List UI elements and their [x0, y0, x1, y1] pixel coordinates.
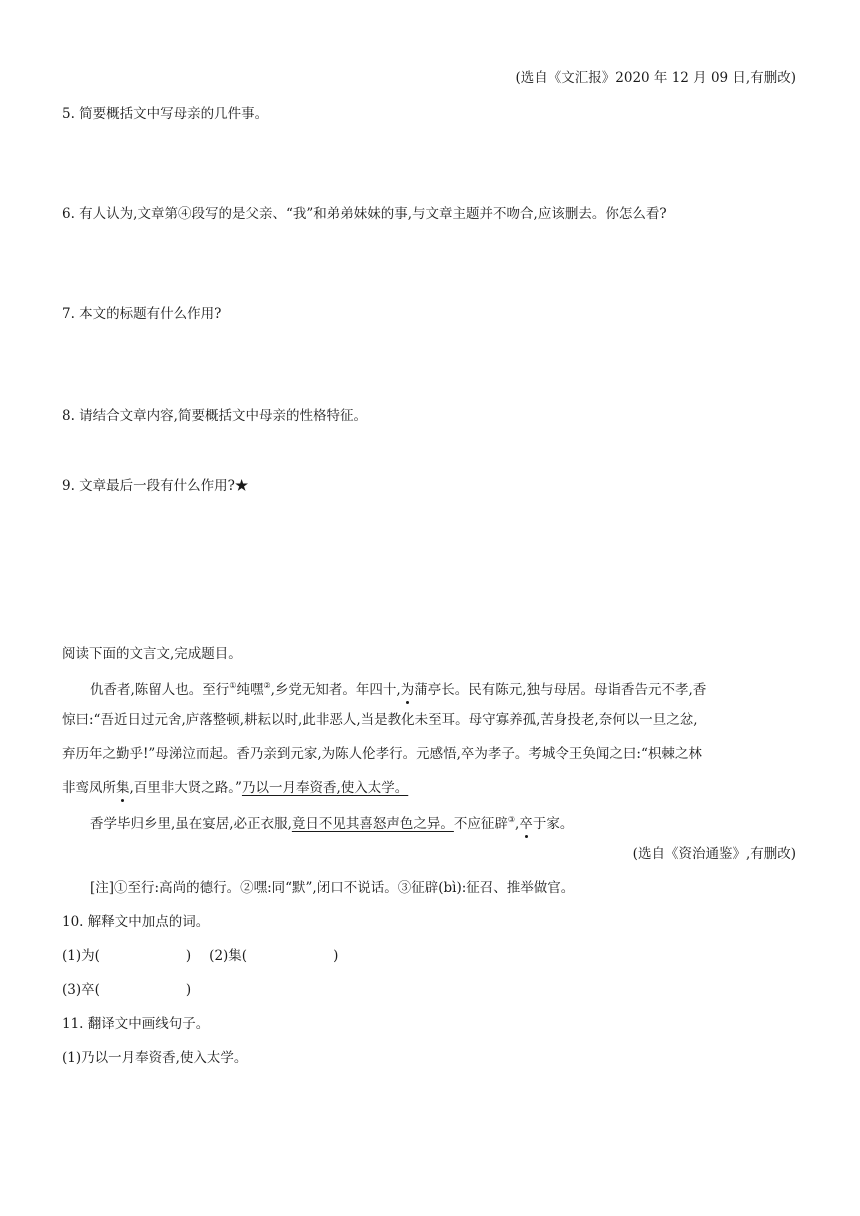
- passage-text: ,百里非大贤之路。”: [129, 780, 242, 796]
- question-5: 5. 简要概括文中写母亲的几件事。: [62, 106, 269, 122]
- question-8: 8. 请结合文章内容,简要概括文中母亲的性格特征。: [62, 408, 367, 424]
- q10-3-close: ): [185, 982, 192, 998]
- reading-instruction: 阅读下面的文言文,完成题目。: [62, 646, 242, 662]
- passage-text: ,乡党无知者。年四十,: [270, 682, 401, 698]
- question-11-item-1: (1)乃以一月奉资香,使入太学。: [62, 1050, 248, 1066]
- passage-text: 蒲亭长。民有陈元,独与母居。母诣香告元不孝,香: [414, 682, 707, 698]
- dotted-word-wei: 为: [400, 682, 415, 698]
- q10-2-label: (2)集(: [209, 948, 248, 964]
- footnote-marker: ①: [229, 681, 237, 690]
- question-10-items-1-2: [62, 946, 338, 966]
- dotted-word-zu: 卒: [519, 816, 533, 832]
- question-10: 10. 解释文中加点的词。: [62, 914, 210, 930]
- question-6: 6. 有人认为,文章第④段写的是父亲、“我”和弟弟妹妹的事,与文章主题并不吻合,应该删去。你怎么看?: [62, 206, 667, 222]
- passage-text: 仇香者,陈留人也。至行: [90, 682, 230, 698]
- passage-line-3: 弃历年之勤乎!”母涕泣而起。香乃亲到元家,为陈人伦孝行。元感悟,卒为孝子。考城令王奂闻之曰:“枳棘之林: [62, 746, 702, 762]
- q10-2-close: ): [333, 948, 339, 964]
- source-citation-wenhuibao: (选自《文汇报》2020 年 12 月 09 日,有删改): [515, 70, 796, 86]
- footnote-marker: ③: [507, 815, 516, 824]
- footnotes: [注]①至行:高尚的德行。②嘿:同“默”,闭口不说话。③征辟(bì):征召、推举做官。: [90, 880, 575, 896]
- passage-text: 非鸾凤所: [62, 780, 116, 796]
- footnote-marker: ②: [263, 681, 271, 690]
- passage-line-1: [90, 676, 706, 700]
- source-citation-zizhitongjian: (选自《资治通鉴》,有删改): [632, 846, 796, 862]
- passage-text: 纯嘿: [236, 682, 264, 698]
- passage-text: 香学毕归乡里,虽在宴居,必正衣服,: [90, 816, 292, 832]
- question-7: 7. 本文的标题有什么作用?: [62, 306, 222, 322]
- question-10-item-3: [62, 980, 191, 1000]
- underlined-sentence-1: 乃以一月奉资香,使入太学。: [241, 780, 409, 796]
- dotted-word-ji: 集: [116, 780, 130, 796]
- question-11: 11. 翻译文中画线句子。: [62, 1016, 210, 1032]
- q10-1-close: ): [185, 948, 192, 964]
- question-9: 9. 文章最后一段有什么作用?★: [62, 478, 249, 494]
- passage-line-4: [62, 778, 408, 798]
- q10-1-label: (1)为(: [62, 948, 100, 964]
- passage-paragraph-2: [90, 810, 573, 834]
- passage-text: 于家。: [532, 816, 574, 832]
- passage-text: ,: [515, 816, 520, 832]
- q10-3-label: (3)卒(: [62, 982, 100, 998]
- passage-line-2: 惊曰:“吾近日过元舍,庐落整顿,耕耘以时,此非恶人,当是教化未至耳。母守寡养孤,苦身投老,奈何以一旦之忿,: [62, 712, 698, 728]
- passage-text: 不应征辟: [453, 816, 508, 832]
- underlined-sentence-2: 竟日不见其喜怒声色之异。: [291, 816, 454, 832]
